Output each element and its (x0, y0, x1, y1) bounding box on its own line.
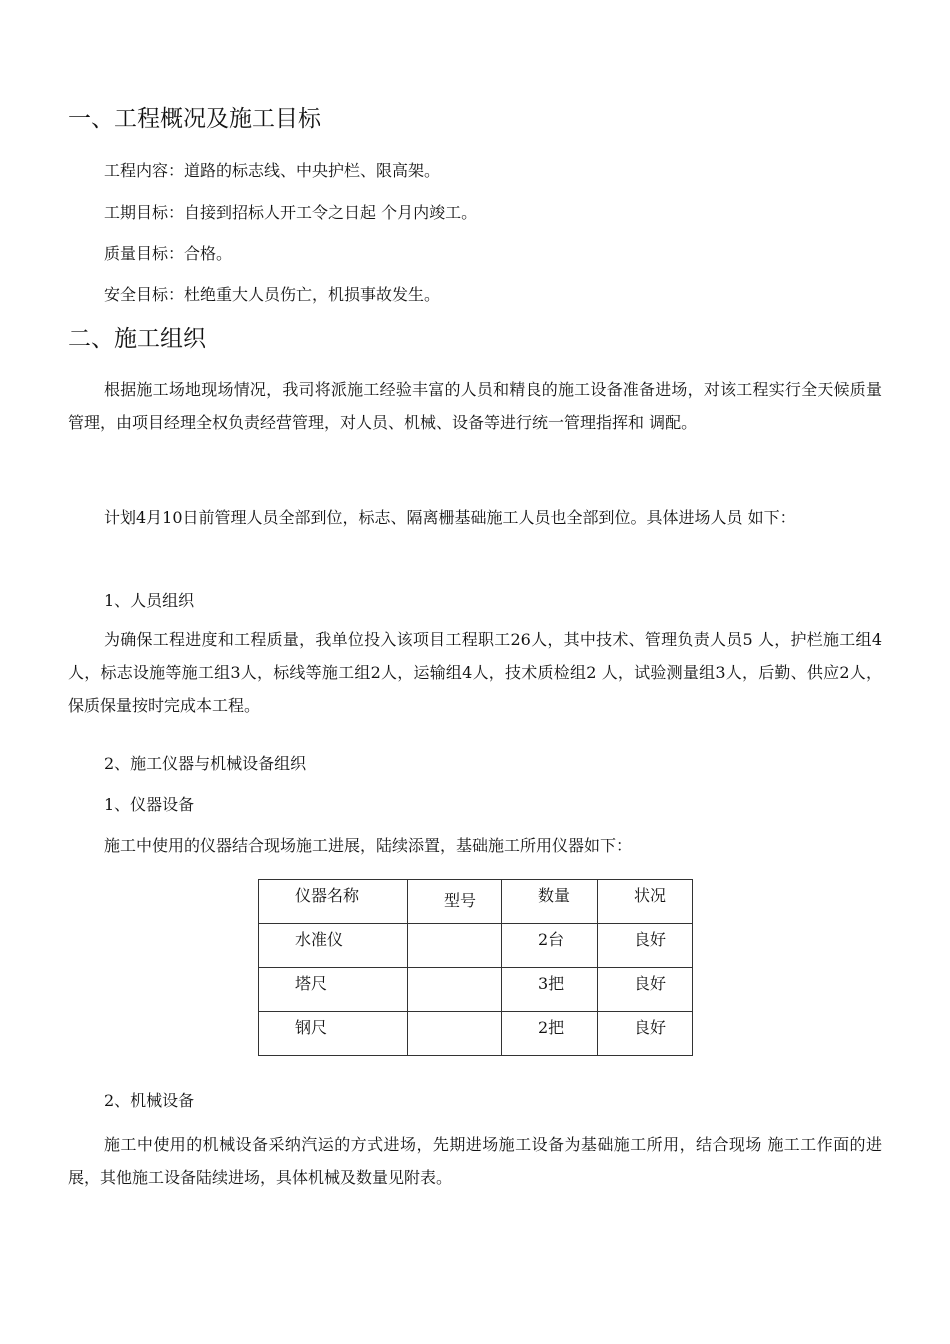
instruments-table (258, 879, 693, 1056)
table-cell: 良好 (598, 1012, 693, 1056)
table-cell (408, 924, 502, 968)
table-header-row (259, 880, 693, 924)
table-cell (408, 968, 502, 1012)
instruments-intro-line: 施工中使用的仪器结合现场施工进展，陆续添置，基础施工所用仪器如下： (104, 836, 633, 855)
table-cell: 钢尺 (259, 1012, 408, 1056)
header-cell: 状况 (598, 880, 693, 924)
header-cell: 仪器名称 (259, 880, 408, 924)
machinery-subheading: 2、机械设备 (104, 1091, 195, 1110)
table-cell: 2台 (502, 924, 598, 968)
table-cell: 塔尺 (259, 968, 408, 1012)
table-cell: 水准仪 (259, 924, 408, 968)
table-cell: 良好 (598, 924, 693, 968)
equipment-subheading: 2、施工仪器与机械设备组织 (104, 754, 307, 773)
table-row (259, 968, 693, 1012)
table-cell (408, 1012, 502, 1056)
schedule-target-line: 工期目标：自接到招标人开工令之日起 个月内竣工。 (104, 203, 478, 222)
instruments-subheading: 1、仪器设备 (104, 795, 195, 814)
project-content-line: 工程内容：道路的标志线、中央护栏、限高架。 (104, 161, 441, 180)
table-cell: 2把 (502, 1012, 598, 1056)
table-cell: 良好 (598, 968, 693, 1012)
quality-target-line: 质量目标：合格。 (104, 244, 233, 263)
personnel-subheading: 1、人员组织 (104, 591, 195, 610)
machinery-paragraph: 施工中使用的机械设备采纳汽运的方式进场，先期进场施工设备为基础施工所用，结合现场 施工工作面的进展，其他施工设备陆续进场，具体机械及数量见附表。 (68, 1135, 882, 1187)
table-row (259, 924, 693, 968)
section2-heading: 二、施工组织 (68, 326, 206, 352)
header-cell: 数量 (502, 880, 598, 924)
table-cell: 3把 (502, 968, 598, 1012)
section1-heading: 一、工程概况及施工目标 (68, 106, 321, 132)
table-row (259, 1012, 693, 1056)
staffing-plan-paragraph: 计划4月10日前管理人员全部到位，标志、隔离栅基础施工人员也全部到位。具体进场人员 如下： (104, 508, 796, 527)
organization-paragraph: 根据施工场地现场情况，我司将派施工经验丰富的人员和精良的施工设备准备进场，对该工程实行全天候质量管理，由项目经理全权负责经营管理，对人员、机械、设备等进行统一管理指挥和 调配。 (68, 380, 882, 432)
safety-target-line: 安全目标：杜绝重大人员伤亡，机损事故发生。 (104, 285, 441, 304)
header-cell: 型号 (408, 880, 502, 924)
personnel-paragraph: 为确保工程进度和工程质量，我单位投入该项目工程职工26人，其中技术、管理负责人员5 人，护栏施工组4人，标志设施等施工组3人，标线等施工组2人，运输组4人，技术质检组2 人，试验测量组3人，后勤、供应2人，保质保量按时完成本工程。 (68, 630, 882, 715)
